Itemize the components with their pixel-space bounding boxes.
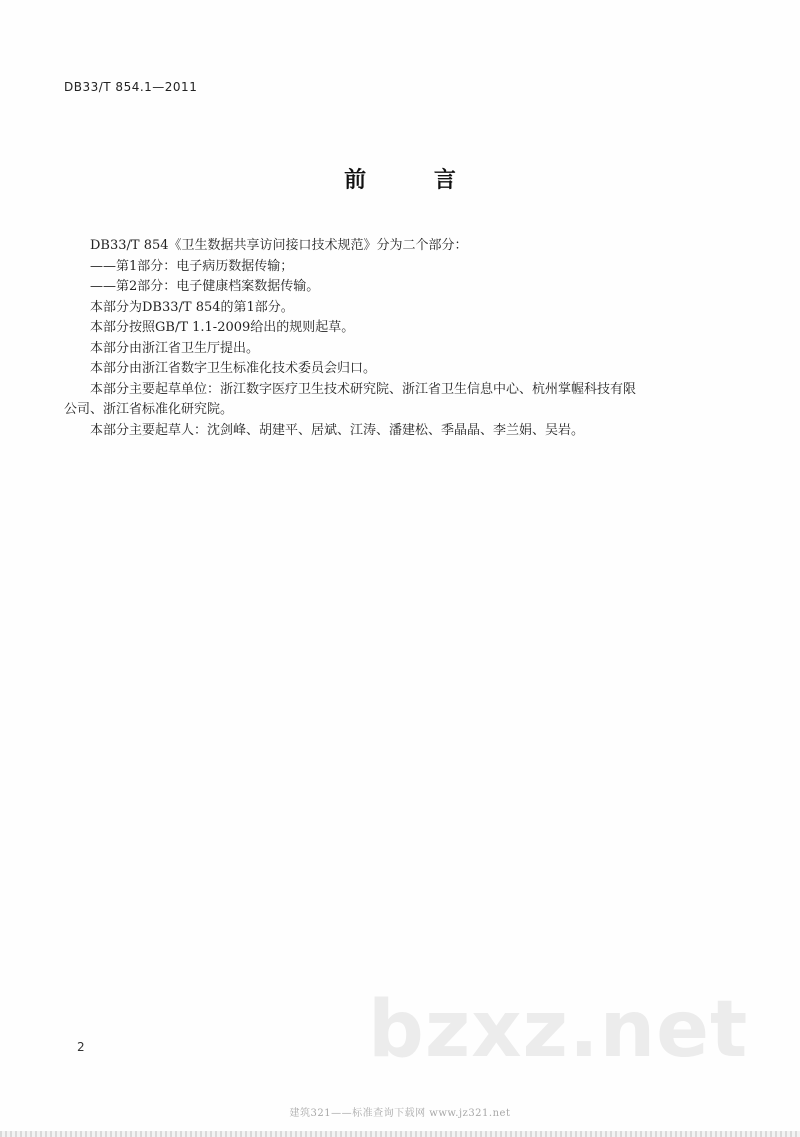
paragraph-drafting-units: 本部分主要起草单位：浙江数字医疗卫生技术研究院、浙江省卫生信息中心、杭州掌幄科技有限 [90,381,637,397]
paragraph-managed-by: 本部分由浙江省数字卫生标准化技术委员会归口。 [90,361,377,376]
page-title: 前 言 [344,168,486,193]
foreword-body [64,236,724,441]
page-bottom-edge [0,1131,800,1137]
list-item-part-1: ——第1部分：电子病历数据传输； [90,258,294,274]
paragraph-drafters: 本部分主要起草人：沈剑峰、胡建平、居斌、江涛、潘建松、季晶晶、李兰娟、吴岩。 [90,422,585,438]
paragraph-proposed-by: 本部分由浙江省卫生厅提出。 [90,340,260,356]
site-watermark: bzxz.net [368,985,749,1075]
page-number: 2 [77,1040,85,1054]
standard-code: DB33/T 854.1—2011 [64,80,198,94]
paragraph-drafting-rules: 本部分按照GB/T 1.1-2009给出的规则起草。 [90,320,355,335]
paragraph-part-of: 本部分为DB33/T 854的第1部分。 [90,299,294,315]
paragraph-structure: DB33/T 854《卫生数据共享访问接口技术规范》分为二个部分： [90,238,468,253]
footer-source-watermark: 建筑321——标准查询下载网 www.jz321.net [289,1108,511,1119]
list-item-part-2: ——第2部分：电子健康档案数据传输。 [90,279,320,294]
paragraph-drafting-units-continued: 公司、浙江省标准化研究院。 [64,402,234,417]
